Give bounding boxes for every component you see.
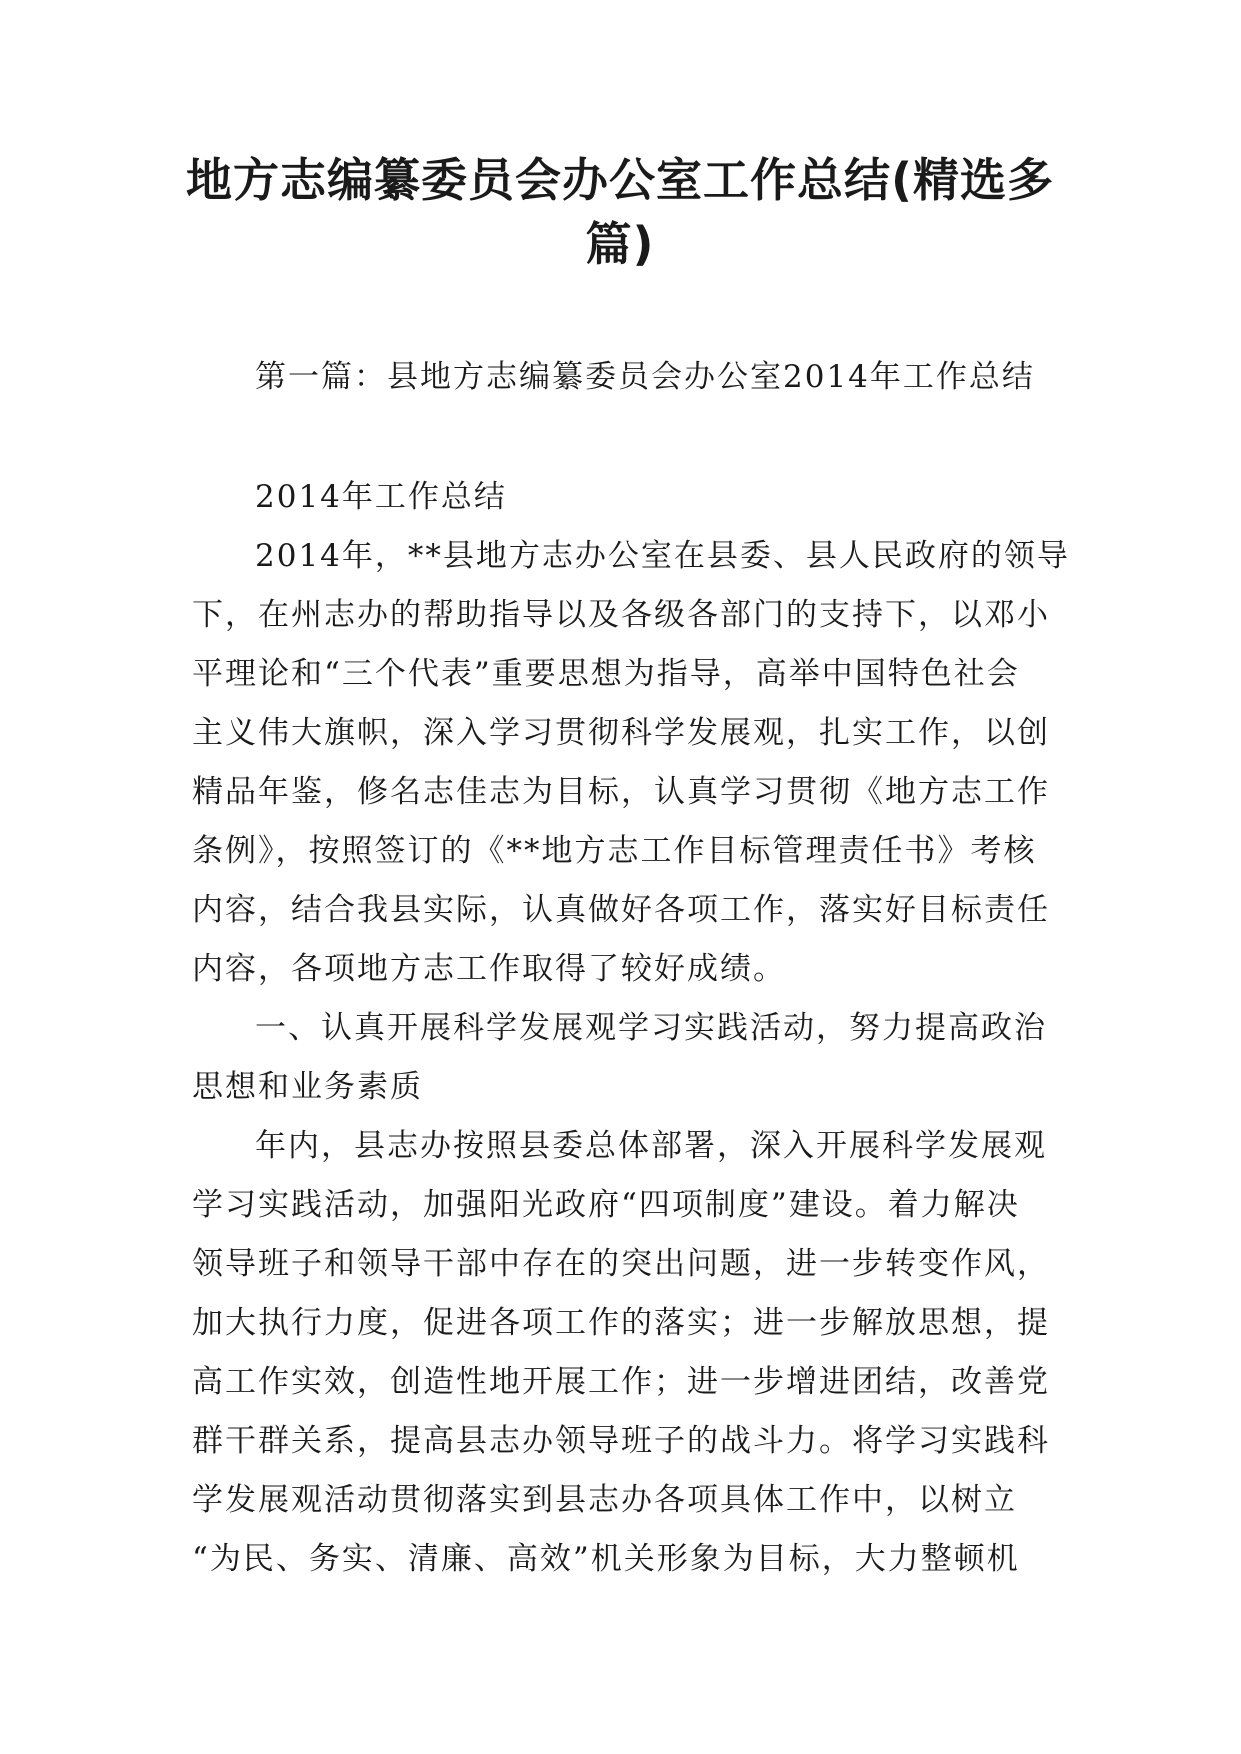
text-line: 领导班子和领导干部中存在的突出问题，进一步转变作风， bbox=[192, 1246, 1050, 1282]
text-line: 2014年工作总结 bbox=[255, 479, 507, 515]
body-text bbox=[192, 468, 1070, 1589]
text-line: 主义伟大旗帜，深入学习贯彻科学发展观，扎实工作，以创 bbox=[192, 715, 1050, 751]
title-line-2: 篇) bbox=[585, 217, 655, 271]
text-line: 学习实践活动，加强阳光政府“四项制度”建设。着力解决 bbox=[192, 1187, 1020, 1223]
text-line: 年内，县志办按照县委总体部署，深入开展科学发展观 bbox=[255, 1128, 1047, 1164]
text-line: 2014年，**县地方志办公室在县委、县人民政府的领导 bbox=[255, 538, 1070, 574]
text-line: 高工作实效，创造性地开展工作；进一步增进团结，改善党 bbox=[192, 1364, 1050, 1400]
text-line: 精品年鉴，修名志佳志为目标，认真学习贯彻《地方志工作 bbox=[192, 774, 1050, 810]
text-line: 条例》，按照签订的《**地方志工作目标管理责任书》考核 bbox=[192, 833, 1037, 869]
text-line: 平理论和“三个代表”重要思想为指导，高举中国特色社会 bbox=[192, 656, 1020, 692]
text-line: 下，在州志办的帮助指导以及各级各部门的支持下，以邓小 bbox=[192, 597, 1050, 633]
text-line: 内容，各项地方志工作取得了较好成绩。 bbox=[192, 951, 786, 987]
text-line: 群干群关系，提高县志办领导班子的战斗力。将学习实践科 bbox=[192, 1423, 1050, 1459]
text-line: 学发展观活动贯彻落实到县志办各项具体工作中，以树立 bbox=[192, 1482, 1017, 1518]
text-line: 加大执行力度，促进各项工作的落实；进一步解放思想，提 bbox=[192, 1305, 1050, 1341]
section-heading: 第一篇：县地方志编纂委员会办公室2014年工作总结 bbox=[255, 359, 1035, 395]
text-line: “为民、务实、清廉、高效”机关形象为目标，大力整顿机 bbox=[192, 1541, 1020, 1577]
text-line: 一、认真开展科学发展观学习实践活动，努力提高政治 bbox=[255, 1010, 1047, 1046]
title-line-1: 地方志编纂委员会办公室工作总结(精选多 bbox=[185, 153, 1055, 207]
text-line: 思想和业务素质 bbox=[192, 1069, 423, 1105]
text-line: 内容，结合我县实际，认真做好各项工作，落实好目标责任 bbox=[192, 892, 1050, 928]
document-title bbox=[160, 148, 1080, 276]
